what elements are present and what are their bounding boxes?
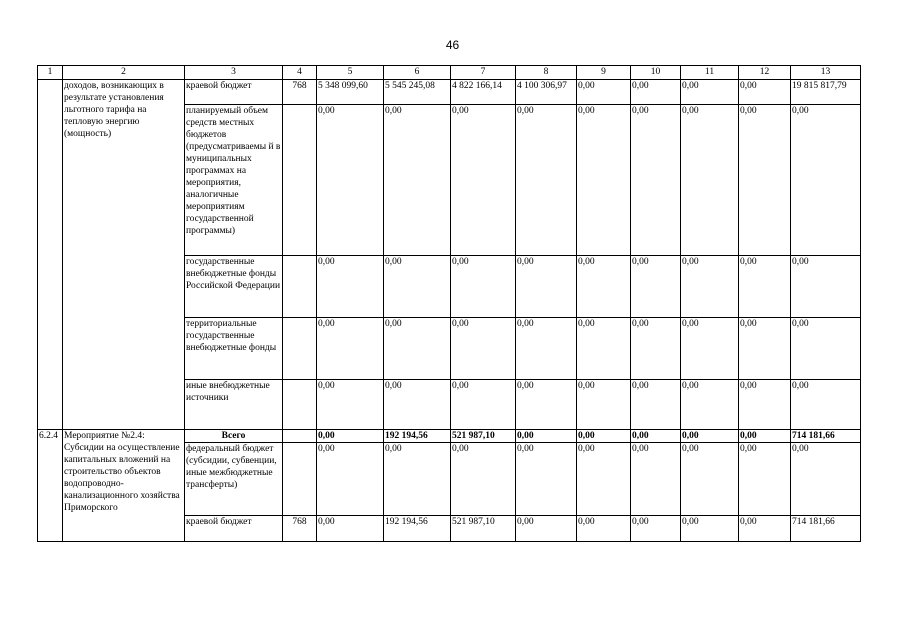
code-cell bbox=[283, 105, 317, 256]
value-cell: 0,00 bbox=[681, 318, 739, 380]
value-cell: 4 822 166,14 bbox=[451, 80, 516, 105]
code-cell bbox=[283, 256, 317, 318]
value-cell: 521 987,10 bbox=[451, 430, 516, 443]
value-cell: 714 181,66 bbox=[791, 430, 861, 443]
value-cell: 0,00 bbox=[631, 256, 681, 318]
value-cell: 0,00 bbox=[739, 443, 791, 516]
measure-name-cell: доходов, возникающих в результате установления льготного тарифа на тепловую энергию (мощность) bbox=[63, 80, 185, 430]
value-cell: 0,00 bbox=[516, 516, 577, 542]
value-cell: 0,00 bbox=[384, 105, 451, 256]
value-cell: 0,00 bbox=[631, 443, 681, 516]
column-number: 11 bbox=[681, 66, 739, 80]
table-row bbox=[38, 80, 861, 105]
value-cell: 0,00 bbox=[384, 256, 451, 318]
value-cell: 0,00 bbox=[577, 516, 631, 542]
value-cell: 0,00 bbox=[791, 443, 861, 516]
value-cell: 0,00 bbox=[681, 516, 739, 542]
column-number: 2 bbox=[63, 66, 185, 80]
funding-source-cell: краевой бюджет bbox=[185, 516, 283, 542]
funding-source-cell: планируемый объем средств местных бюджетов (предусматриваемы й в муниципальных программах на мероприятия, аналогичные мероприятиям государственной программы) bbox=[185, 105, 283, 256]
value-cell: 0,00 bbox=[516, 430, 577, 443]
funding-source-cell: иные внебюджетные источники bbox=[185, 380, 283, 430]
funding-source-cell: Всего bbox=[185, 430, 283, 443]
value-cell: 0,00 bbox=[791, 318, 861, 380]
value-cell: 192 194,56 bbox=[384, 516, 451, 542]
value-cell: 0,00 bbox=[791, 256, 861, 318]
column-number: 10 bbox=[631, 66, 681, 80]
code-cell bbox=[283, 380, 317, 430]
value-cell: 0,00 bbox=[317, 380, 384, 430]
value-cell: 0,00 bbox=[681, 430, 739, 443]
column-number: 4 bbox=[283, 66, 317, 80]
column-number: 12 bbox=[739, 66, 791, 80]
code-cell bbox=[283, 430, 317, 443]
value-cell: 0,00 bbox=[317, 443, 384, 516]
row-number-cell: 6.2.4 bbox=[38, 430, 63, 542]
value-cell: 0,00 bbox=[516, 256, 577, 318]
value-cell: 0,00 bbox=[451, 443, 516, 516]
value-cell: 0,00 bbox=[681, 443, 739, 516]
value-cell: 0,00 bbox=[577, 318, 631, 380]
value-cell: 0,00 bbox=[791, 380, 861, 430]
value-cell: 0,00 bbox=[577, 443, 631, 516]
row-number-cell bbox=[38, 80, 63, 430]
page-number: 46 bbox=[445, 38, 460, 52]
column-number: 6 bbox=[384, 66, 451, 80]
column-number: 5 bbox=[317, 66, 384, 80]
column-number: 7 bbox=[451, 66, 516, 80]
value-cell: 0,00 bbox=[577, 430, 631, 443]
value-cell: 0,00 bbox=[384, 318, 451, 380]
column-number-header-row bbox=[38, 66, 861, 80]
value-cell: 0,00 bbox=[317, 430, 384, 443]
value-cell: 0,00 bbox=[577, 80, 631, 105]
value-cell: 714 181,66 bbox=[791, 516, 861, 542]
value-cell: 0,00 bbox=[631, 380, 681, 430]
value-cell: 0,00 bbox=[577, 105, 631, 256]
value-cell: 0,00 bbox=[791, 105, 861, 256]
value-cell: 0,00 bbox=[451, 380, 516, 430]
value-cell: 0,00 bbox=[631, 80, 681, 105]
value-cell: 0,00 bbox=[317, 105, 384, 256]
code-cell: 768 bbox=[283, 80, 317, 105]
value-cell: 192 194,56 bbox=[384, 430, 451, 443]
value-cell: 5 545 245,08 bbox=[384, 80, 451, 105]
value-cell: 0,00 bbox=[681, 80, 739, 105]
value-cell: 521 987,10 bbox=[451, 516, 516, 542]
value-cell: 0,00 bbox=[451, 256, 516, 318]
value-cell: 0,00 bbox=[516, 443, 577, 516]
value-cell: 0,00 bbox=[681, 256, 739, 318]
value-cell: 0,00 bbox=[739, 256, 791, 318]
value-cell: 0,00 bbox=[681, 105, 739, 256]
value-cell: 0,00 bbox=[317, 256, 384, 318]
value-cell: 0,00 bbox=[317, 318, 384, 380]
table-row bbox=[38, 430, 861, 443]
value-cell: 0,00 bbox=[631, 430, 681, 443]
value-cell: 5 348 099,60 bbox=[317, 80, 384, 105]
value-cell: 0,00 bbox=[631, 516, 681, 542]
budget-table bbox=[37, 65, 861, 542]
value-cell: 0,00 bbox=[384, 443, 451, 516]
value-cell: 0,00 bbox=[577, 380, 631, 430]
code-cell bbox=[283, 318, 317, 380]
value-cell: 0,00 bbox=[739, 105, 791, 256]
funding-source-cell: федеральный бюджет (субсидии, субвенции, иные межбюджетные трансферты) bbox=[185, 443, 283, 516]
value-cell: 0,00 bbox=[317, 516, 384, 542]
value-cell: 19 815 817,79 bbox=[791, 80, 861, 105]
value-cell: 0,00 bbox=[451, 318, 516, 380]
value-cell: 0,00 bbox=[631, 105, 681, 256]
value-cell: 0,00 bbox=[577, 256, 631, 318]
code-cell bbox=[283, 443, 317, 516]
value-cell: 0,00 bbox=[739, 380, 791, 430]
column-number: 9 bbox=[577, 66, 631, 80]
column-number: 1 bbox=[38, 66, 63, 80]
value-cell: 0,00 bbox=[516, 318, 577, 380]
code-cell: 768 bbox=[283, 516, 317, 542]
value-cell: 0,00 bbox=[739, 516, 791, 542]
column-number: 13 bbox=[791, 66, 861, 80]
column-number: 3 bbox=[185, 66, 283, 80]
value-cell: 4 100 306,97 bbox=[516, 80, 577, 105]
column-number: 8 bbox=[516, 66, 577, 80]
funding-source-cell: территориальные государственные внебюджетные фонды bbox=[185, 318, 283, 380]
value-cell: 0,00 bbox=[384, 380, 451, 430]
value-cell: 0,00 bbox=[739, 318, 791, 380]
value-cell: 0,00 bbox=[451, 105, 516, 256]
funding-source-cell: краевой бюджет bbox=[185, 80, 283, 105]
value-cell: 0,00 bbox=[631, 318, 681, 380]
value-cell: 0,00 bbox=[681, 380, 739, 430]
value-cell: 0,00 bbox=[739, 430, 791, 443]
value-cell: 0,00 bbox=[739, 80, 791, 105]
value-cell: 0,00 bbox=[516, 380, 577, 430]
measure-name-cell: Мероприятие №2.4: Субсидии на осуществление капитальных вложений на строительство объектов водопроводно-канализационного хозяйства Приморского bbox=[63, 430, 185, 542]
value-cell: 0,00 bbox=[516, 105, 577, 256]
funding-source-cell: государственные внебюджетные фонды Российской Федерации bbox=[185, 256, 283, 318]
